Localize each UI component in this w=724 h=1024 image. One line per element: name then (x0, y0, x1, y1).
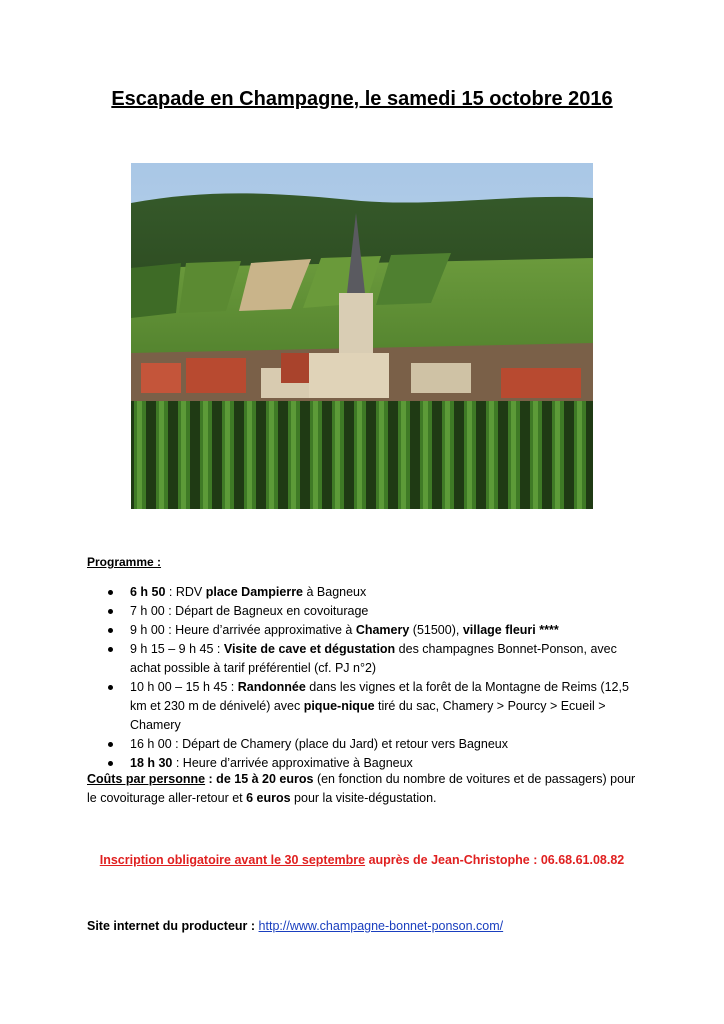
list-item: 6 h 50 : RDV place Dampierre à Bagneux (87, 583, 647, 602)
producer-website-link[interactable]: http://www.champagne-bonnet-ponson.com/ (258, 919, 504, 933)
programme-heading: Programme : (87, 555, 162, 569)
list-item: 18 h 30 : Heure d’arrivée approximative à Bagneux (87, 754, 647, 773)
costs-label: Coûts par personne (87, 772, 206, 786)
inscription-notice: Inscription obligatoire avant le 30 septembre auprès de Jean-Christophe : 06.68.61.08.82 (99, 853, 625, 867)
list-item: 9 h 15 – 9 h 45 : Visite de cave et dégustation des champagnes Bonnet-Ponson, avec achat possible à tarif préférentiel (cf. PJ n°2) (87, 640, 647, 678)
costs-paragraph: Coûts par personne : de 15 à 20 euros (en fonction du nombre de voitures et de passagers) pour le covoiturage aller-retour et 6 euros pour la visite-dégustation. (87, 772, 636, 805)
programme-list (87, 583, 647, 773)
site-label: Site internet du producteur : (87, 919, 259, 933)
list-item: 7 h 00 : Départ de Bagneux en covoiturage (87, 602, 647, 621)
vineyard-photo (131, 163, 593, 509)
list-item: 10 h 00 – 15 h 45 : Randonnée dans les vignes et la forêt de la Montagne de Reims (12,5 km et 230 m de dénivelé) avec pique-nique tiré du sac, Chamery > Pourcy > Ecueil > Chamery (87, 678, 647, 735)
page-title: Escapade en Champagne, le samedi 15 octobre 2016 (111, 88, 613, 110)
list-item: 16 h 00 : Départ de Chamery (place du Jard) et retour vers Bagneux (87, 735, 647, 754)
producer-website (87, 917, 647, 936)
list-item: 9 h 00 : Heure d’arrivée approximative à Chamery (51500), village fleuri **** (87, 621, 647, 640)
